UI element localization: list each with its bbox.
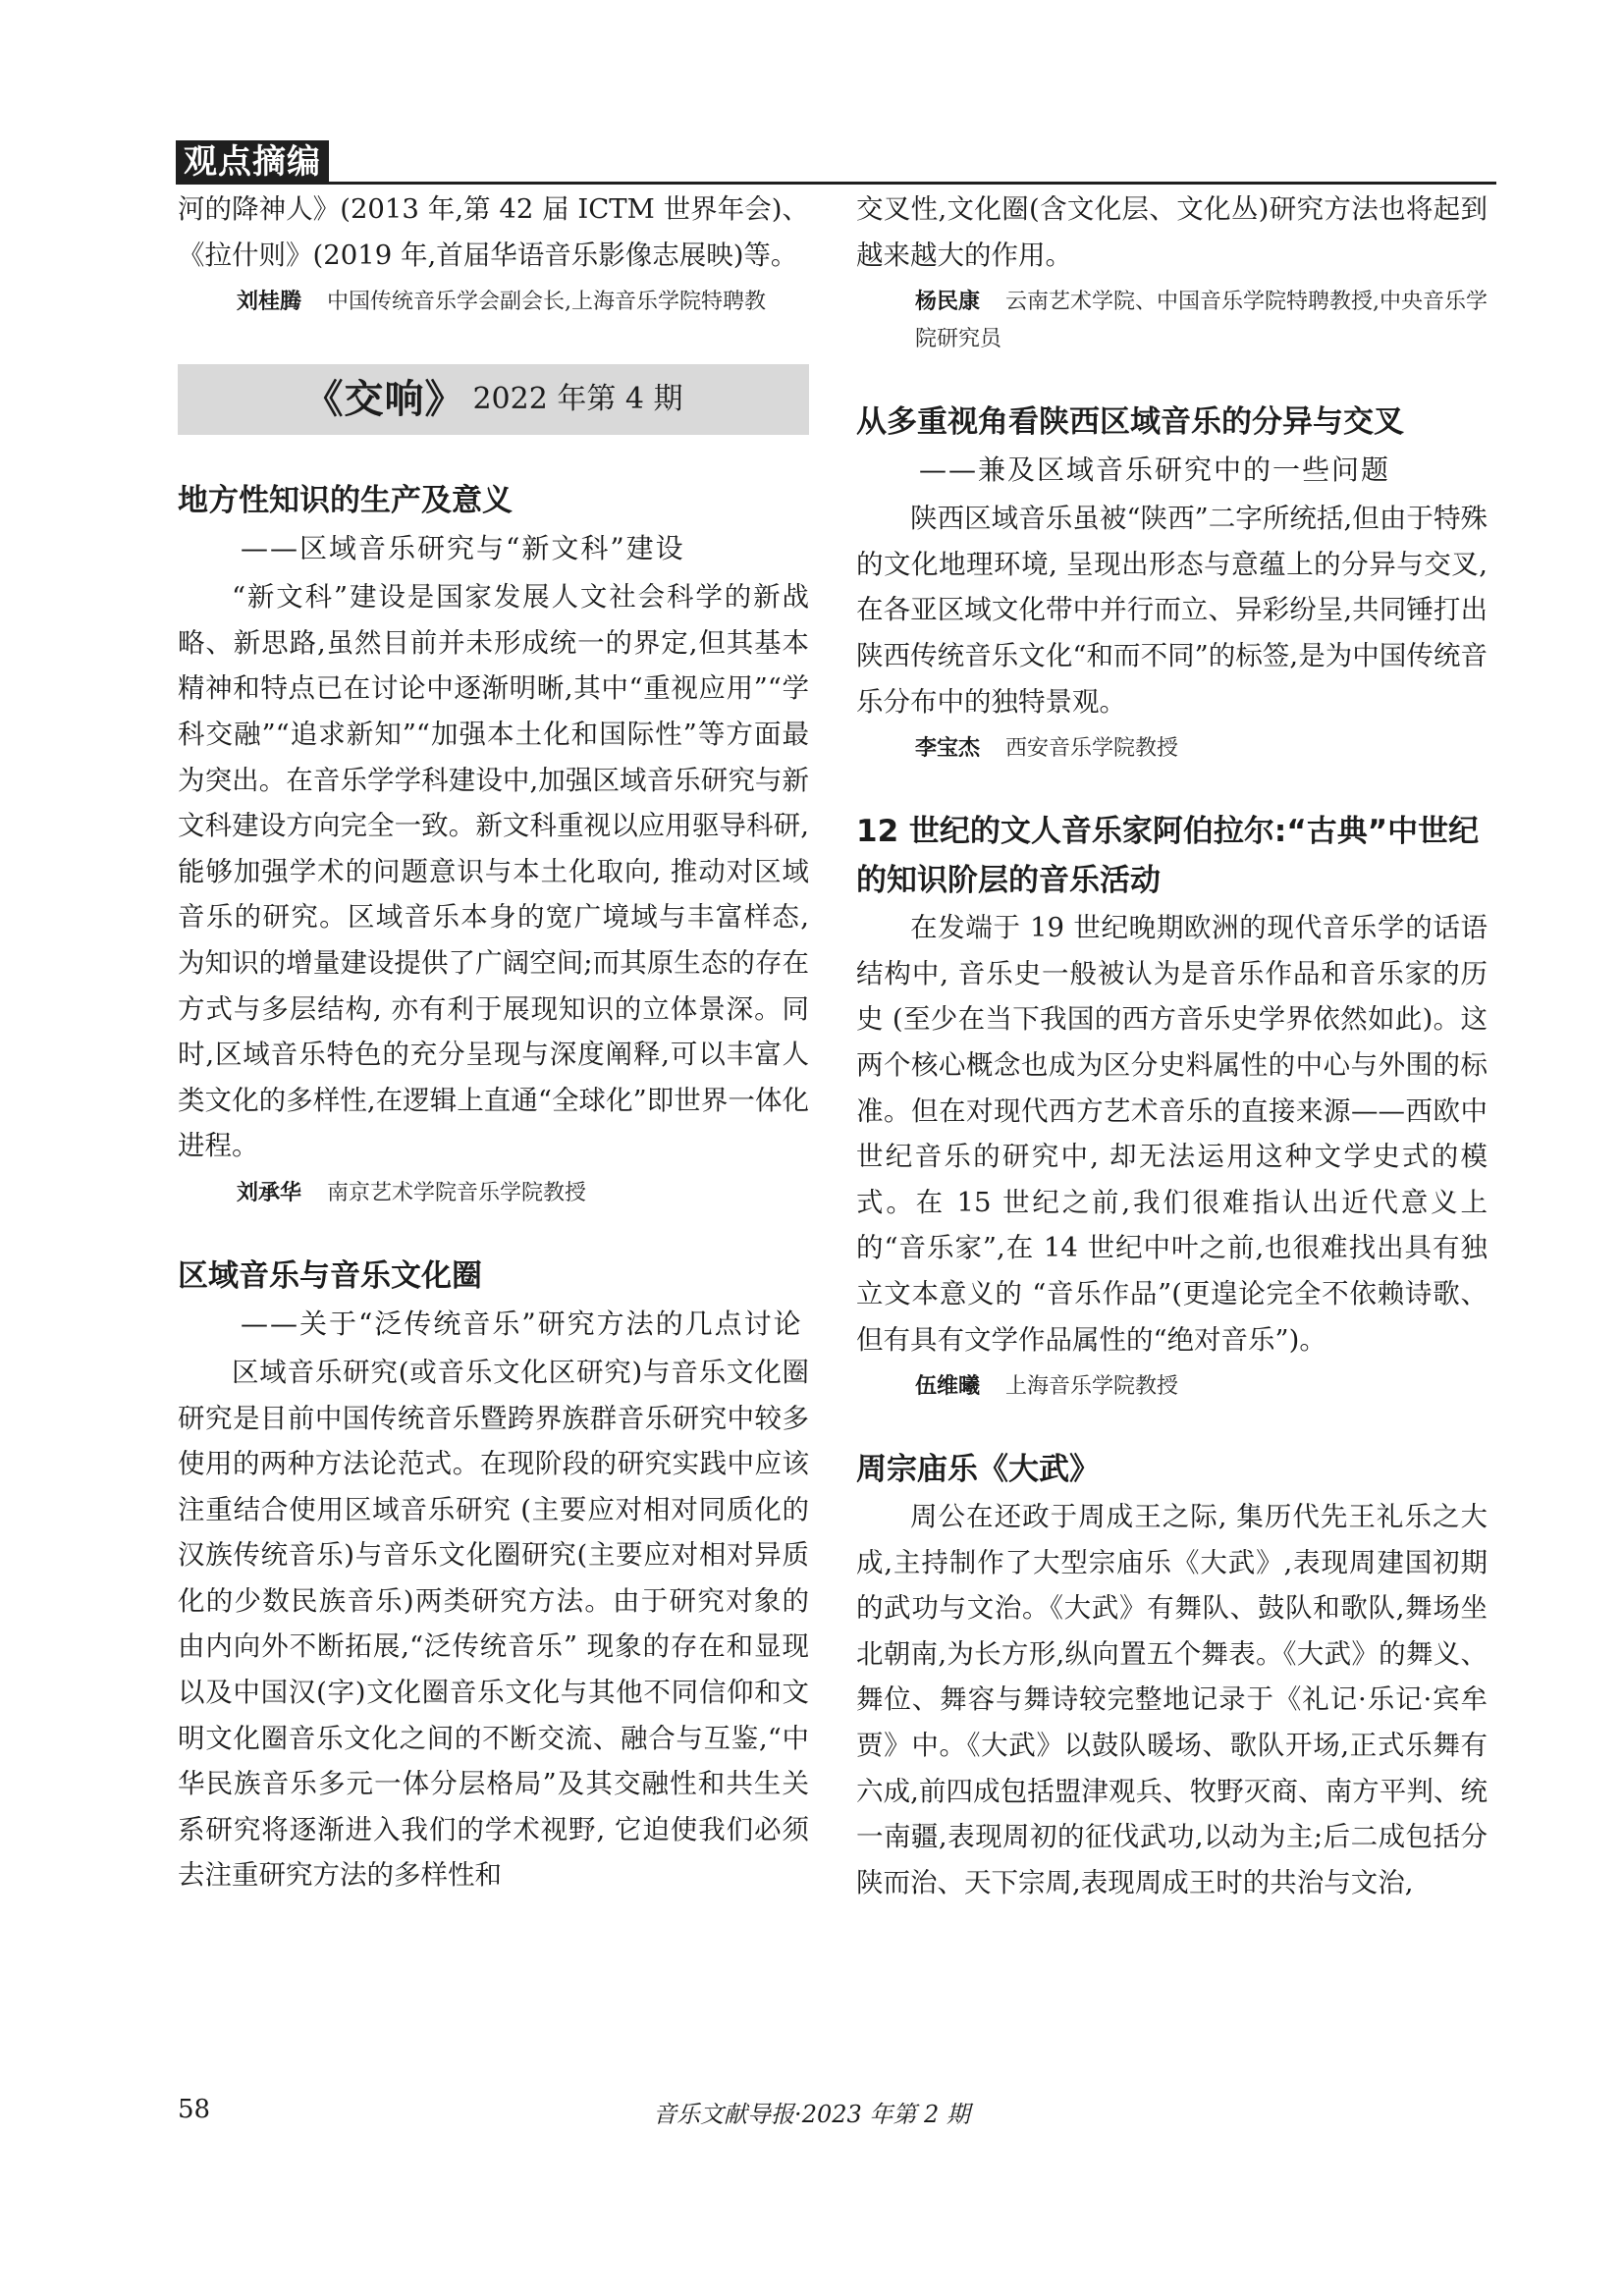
article (856, 807, 1488, 1406)
author-line (856, 1368, 1488, 1406)
author-affiliation: 西安音乐学院教授 (1005, 736, 1179, 762)
continued-paragraph: 交叉性,文化圈(含文化层、文化丛)研究方法也将起到越来越大的作用。 (856, 193, 1488, 271)
article-title: 地方性知识的生产及意义 (178, 483, 513, 519)
article-body: 在发端于 19 世纪晚期欧洲的现代音乐学的话语结构中, 音乐史一般被认为是音乐作品和音乐家的历史 (至少在当下我国的西方音乐史学界依然如此)。这两个核心概念也成为区分史料属性的中心与外围的标准。但在对现代西方艺术音乐的直接来源——西欧中世纪音乐的研究中, 却无法运用这种文学史式的模式。在 15 世纪之前,我们很难指认出近代意义上的“音乐家”,在 14 世纪中叶之前,也很难找出具有独立文本意义的 “音乐作品”(更遑论完全不依赖诗歌、但有具有文学作品属性的“绝对音乐”)。 (856, 912, 1488, 1356)
page-number: 58 (178, 2095, 211, 2124)
article-subtitle: ——关于“泛传统音乐”研究方法的几点讨论 (241, 1307, 803, 1340)
article (178, 476, 809, 1212)
author-affiliation: 上海音乐学院教授 (1005, 1374, 1179, 1400)
article-body: “新文科”建设是国家发展人文社会科学的新战略、新思路,虽然目前并未形成统一的界定,但其基本精神和特点已在讨论中逐渐明晰,其中“重视应用”“学科交融”“追求新知”“加强本土化和国际性”等方面最为突出。在音乐学学科建设中,加强区域音乐研究与新文科建设方向完全一致。新文科重视以应用驱导科研, 能够加强学术的问题意识与本土化取向, 推动对区域音乐的研究。区域音乐本身的宽广境域与丰富样态, 为知识的增量建设提供了广阔空间;而其原生态的存在方式与多层结构, 亦有利于展现知识的立体景深。同时,区域音乐特色的充分呈现与深度阐释,可以丰富人类文化的多样性,在逻辑上直通“全球化”即世界一体化进程。 (178, 581, 809, 1162)
article-title: 周宗庙乐《大武》 (856, 1452, 1100, 1488)
article-subtitle: ——兼及区域音乐研究中的一些问题 (919, 454, 1391, 487)
author-name: 杨民康 (915, 290, 981, 315)
author-name: 李宝杰 (915, 736, 981, 762)
magazine-name: 《交响》 (303, 376, 465, 422)
article-title: 区域音乐与音乐文化圈 (178, 1257, 482, 1294)
issue-number: 2022 年第 4 期 (472, 381, 683, 416)
right-column (856, 187, 1488, 1905)
article (856, 1445, 1488, 1905)
article-subtitle: ——区域音乐研究与“新文科”建设 (241, 532, 685, 565)
author-name: 伍维曦 (915, 1374, 981, 1400)
article-body: 周公在还政于周成王之际, 集历代先王礼乐之大成,主持制作了大型宗庙乐《大武》,表现周建国初期的武功与文治。《大武》有舞队、鼓队和歌队,舞场坐北朝南,为长方形,纵向置五个舞表。《大武》的舞义、舞位、舞容与舞诗较完整地记录于《礼记·乐记·宾牟贾》中。《大武》以鼓队暖场、歌队开场,正式乐舞有六成,前四成包括盟津观兵、牧野灭商、南方平判、统一南疆,表现周初的征伐武功,以动为主;后二成包括分陕而治、天下宗周,表现周成王时的共治与文治, (856, 1501, 1488, 1898)
article-title: 12 世纪的文人音乐家阿伯拉尔:“古典”中世纪的知识阶层的音乐活动 (856, 814, 1480, 899)
continued-paragraph: 河的降神人》(2013 年,第 42 届 ICTM 世界年会)、《拉什则》(2019 年,首届华语音乐影像志展映)等。 (178, 193, 809, 271)
author-name: 刘承华 (237, 1180, 302, 1205)
author-affiliation: 云南艺术学院、中国音乐学院特聘教授,中央音乐学院研究员 (915, 290, 1488, 352)
article (856, 398, 1488, 768)
author-affiliation: 中国传统音乐学会副会长,上海音乐学院特聘教 (327, 290, 767, 315)
header-rule (176, 182, 1496, 185)
author-line (856, 284, 1488, 358)
issue-banner (178, 364, 809, 435)
author-line (178, 1175, 809, 1212)
author-affiliation: 南京艺术学院音乐学院教授 (327, 1180, 587, 1205)
journal-footer: 音乐文献导报·2023 年第 2 期 (653, 2101, 970, 2128)
author-line (178, 284, 809, 321)
author-name: 刘桂腾 (237, 290, 302, 315)
section-tag: 观点摘编 (176, 140, 329, 184)
article-body: 陕西区域音乐虽被“陕西”二字所统括,但由于特殊的文化地理环境, 呈现出形态与意蕴上的分异与交叉,在各亚区域文化带中并行而立、异彩纷呈,共同锤打出陕西传统音乐文化“和而不同”的标签,是为中国传统音乐分布中的独特景观。 (856, 503, 1488, 718)
author-line (856, 730, 1488, 768)
article-body: 区域音乐研究(或音乐文化区研究)与音乐文化圈研究是目前中国传统音乐暨跨界族群音乐研究中较多使用的两种方法论范式。在现阶段的研究实践中应该注重结合使用区域音乐研究 (主要应对相对同质化的汉族传统音乐)与音乐文化圈研究(主要应对相对异质化的少数民族音乐)两类研究方法。由于研究对象的由内向外不断拓展,“泛传统音乐” 现象的存在和显现以及中国汉(字)文化圈音乐文化与其他不同信仰和文明文化圈音乐文化之间的不断交流、融合与互鉴,“中华民族音乐多元一体分层格局”及其交融性和共生关系研究将逐渐进入我们的学术视野, 它迫使我们必须去注重研究方法的多样性和 (178, 1356, 809, 1892)
article (178, 1252, 809, 1898)
left-column (178, 187, 809, 1898)
article-title: 从多重视角看陕西区域音乐的分异与交叉 (856, 404, 1404, 441)
